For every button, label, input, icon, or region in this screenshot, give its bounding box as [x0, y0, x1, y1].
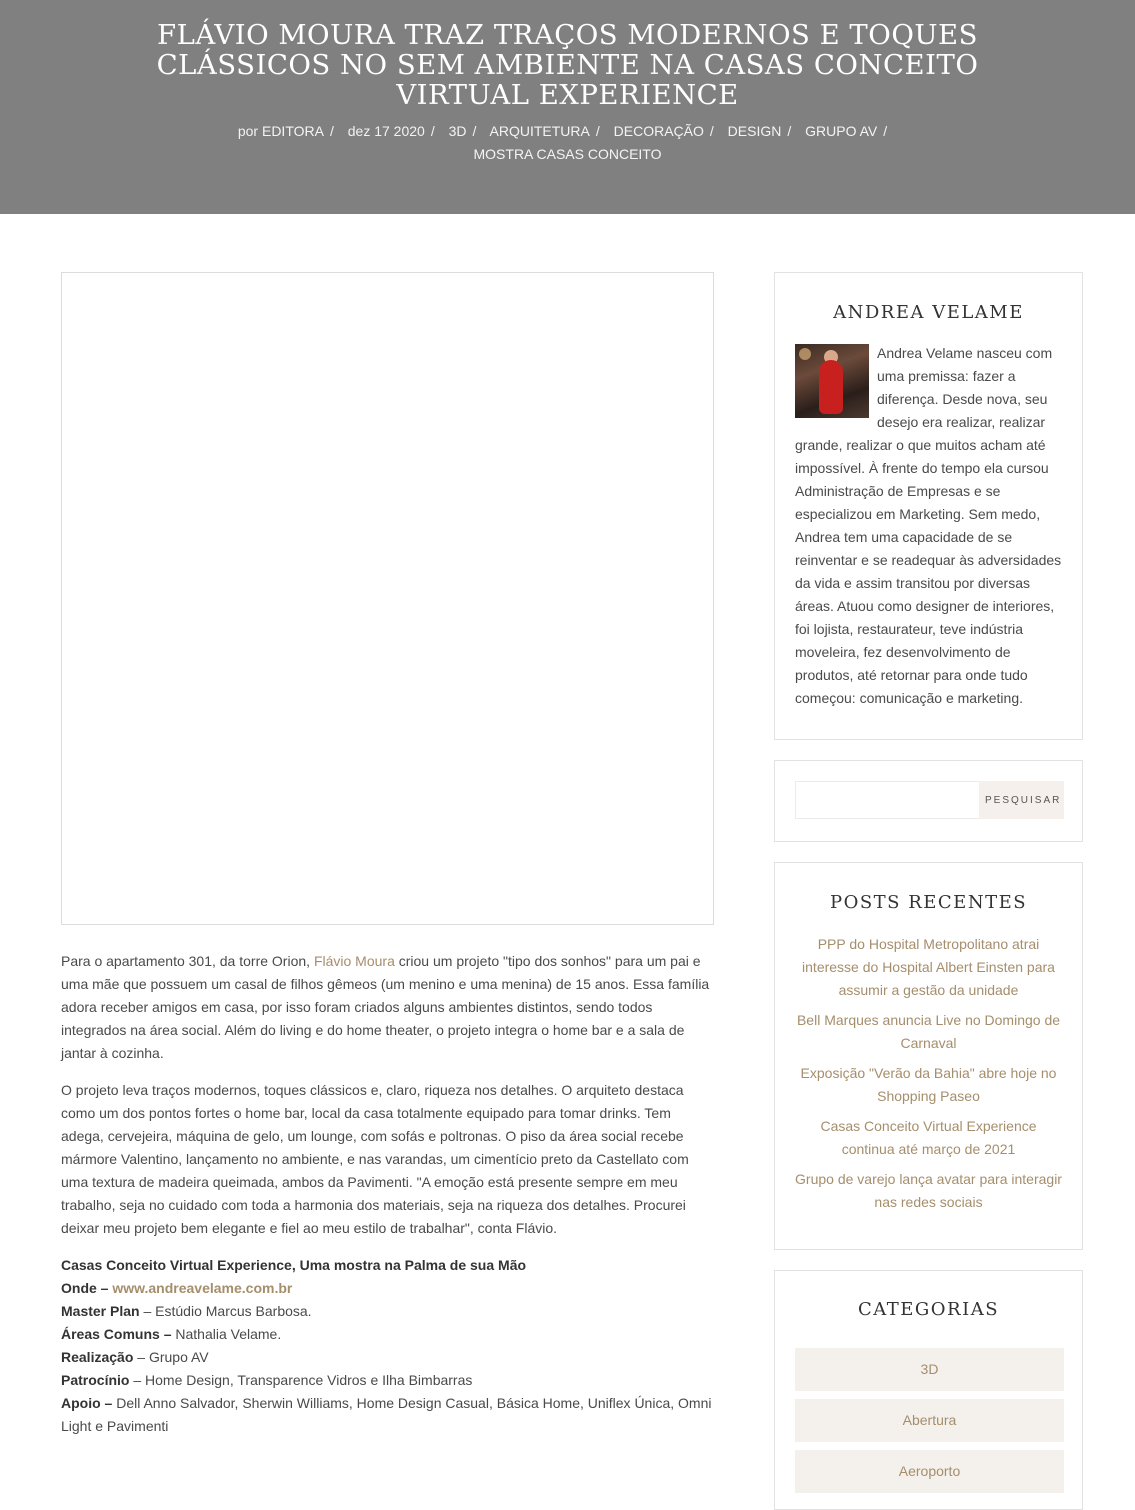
post-meta: por EDITORA / dez 17 2020 / 3D / ARQUITETURA / DECORAÇÃO / DESIGN / GRUPO AV / MOSTRA CASAS CONCEITO — [237, 123, 888, 162]
about-title: ANDREA VELAME — [833, 302, 1024, 323]
categories-widget — [774, 1270, 1083, 1510]
recent-posts-list — [775, 933, 1082, 1214]
about-widget — [774, 272, 1083, 740]
flavio-moura-link[interactable]: Flávio Moura — [313, 953, 395, 969]
recent-posts-title: POSTS RECENTES — [829, 892, 1028, 913]
credits-heading: Casas Conceito Virtual Experience, Uma mostra na Palma de sua Mão — [61, 1257, 527, 1273]
author-link[interactable]: EDITORA — [261, 123, 324, 139]
category-link-3d[interactable]: 3D — [448, 123, 467, 139]
by-label: por — [237, 123, 259, 139]
master-plan-label: Master Plan — [61, 1303, 140, 1319]
post-content — [61, 950, 717, 1452]
paragraph-2: O projeto leva traços modernos, toques clássicos e, claro, riqueza nos detalhes. O arquiteto destaca como um dos pontos fortes o home bar, local da casa totalmente equipado para tomar drinks. Tem adega, cervejeira, máquina de gelo, um lounge, com sofás e poltronas. O piso da área social recebe mármore Valentino, lançamento no ambiente, e nas varandas, um cimentício preto da Castellato com uma textura de madeira queimada, ambos da Pavimenti. "A emoção está presente sempre em meu trabalho, seja no cuidado com toda a harmonia dos materiais, seja na riqueza dos detalhes. Procurei deixar meu projeto bem elegante e fiel ao meu estilo de trabalhar", conta Flávio. — [61, 1082, 689, 1236]
category-link-grupo-av[interactable]: GRUPO AV — [805, 123, 878, 139]
apoio-value: Dell Anno Salvador, Sherwin Williams, Home Design Casual, Básica Home, Uniflex Única, Omni Light e Pavimenti — [61, 1395, 712, 1434]
onde-label: Onde – — [61, 1280, 109, 1296]
paragraph-1: Para o apartamento 301, da torre Orion, Flávio Moura criou um projeto "tipo dos sonhos" para um pai e uma mãe que possuem um casal de filhos gêmeos (um menino e uma menina) de 15 anos. Essa família adora receber amigos em casa, por isso foram criados alguns ambientes distintos, sendo todos integrados na área social. Além do living e do home theater, o projeto integra o home bar e a sala de jantar à cozinha. — [61, 953, 710, 1061]
patrocinio-label: Patrocínio — [61, 1372, 130, 1388]
search-button[interactable]: PESQUISAR — [979, 781, 1064, 819]
category-item-abertura[interactable]: Abertura — [795, 1399, 1064, 1442]
category-item-aeroporto[interactable]: Aeroporto — [795, 1450, 1064, 1493]
recent-post-link[interactable]: Casas Conceito Virtual Experience continua até março de 2021 — [820, 1118, 1037, 1157]
category-link-arquitetura[interactable]: ARQUITETURA — [489, 123, 590, 139]
website-link[interactable]: www.andreavelame.com.br — [112, 1280, 293, 1296]
about-text: Andrea Velame nasceu com uma premissa: fazer a diferença. Desde nova, seu desejo era realizar, realizar grande, realizar o que muitos acham até impossível. À frente do tempo ela cursou Administração de Empresas e se especializou em Marketing. Sem medo, Andrea tem uma capacidade de se reinventar e se readequar às adversidades da vida e assim transitou por diversas áreas. Atuou como designer de interiores, foi lojista, restaurateur, teve indústria moveleira, fez desenvolvimento de produtos, até retornar para onde tudo começou: comunicação e marketing. — [795, 345, 1062, 706]
apoio-label: Apoio – — [61, 1395, 113, 1411]
master-plan-value: – Estúdio Marcus Barbosa. — [139, 1303, 312, 1319]
recent-posts-widget — [774, 862, 1083, 1250]
post-title: FLÁVIO MOURA TRAZ TRAÇOS MODERNOS E TOQUES CLÁSSICOS NO SEM AMBIENTE NA CASAS CONCEITO VIRTUAL EXPERIENCE — [156, 19, 979, 111]
post-header — [0, 0, 1135, 214]
category-link-decoracao[interactable]: DECORAÇÃO — [613, 123, 704, 139]
search-widget — [774, 760, 1083, 842]
recent-post-link[interactable]: Exposição "Verão da Bahia" abre hoje no Shopping Paseo — [800, 1065, 1057, 1104]
featured-image-placeholder — [61, 272, 714, 925]
recent-post-link[interactable]: PPP do Hospital Metropolitano atrai interesse do Hospital Albert Einsten para assumir a gestão da unidade — [802, 936, 1055, 998]
categories-title: CATEGORIAS — [857, 1299, 1000, 1320]
patrocinio-value: – Home Design, Transparence Vidros e Ilha Bimbarras — [129, 1372, 473, 1388]
category-link-design[interactable]: DESIGN — [727, 123, 782, 139]
category-link-mostra-casas-conceito[interactable]: MOSTRA CASAS CONCEITO — [473, 146, 662, 162]
search-input[interactable] — [795, 781, 979, 819]
realizacao-value: – Grupo AV — [133, 1349, 209, 1365]
areas-comuns-value: Nathalia Velame. — [171, 1326, 282, 1342]
realizacao-label: Realização — [61, 1349, 134, 1365]
recent-post-link[interactable]: Bell Marques anuncia Live no Domingo de Carnaval — [796, 1012, 1061, 1051]
category-item-3d[interactable]: 3D — [795, 1348, 1064, 1391]
post-date: dez 17 2020 — [347, 123, 425, 139]
recent-post-link[interactable]: Grupo de varejo lança avatar para interagir nas redes sociais — [795, 1171, 1062, 1210]
areas-comuns-label: Áreas Comuns – — [61, 1326, 172, 1342]
credits-block — [61, 1254, 717, 1438]
author-avatar — [795, 344, 869, 418]
